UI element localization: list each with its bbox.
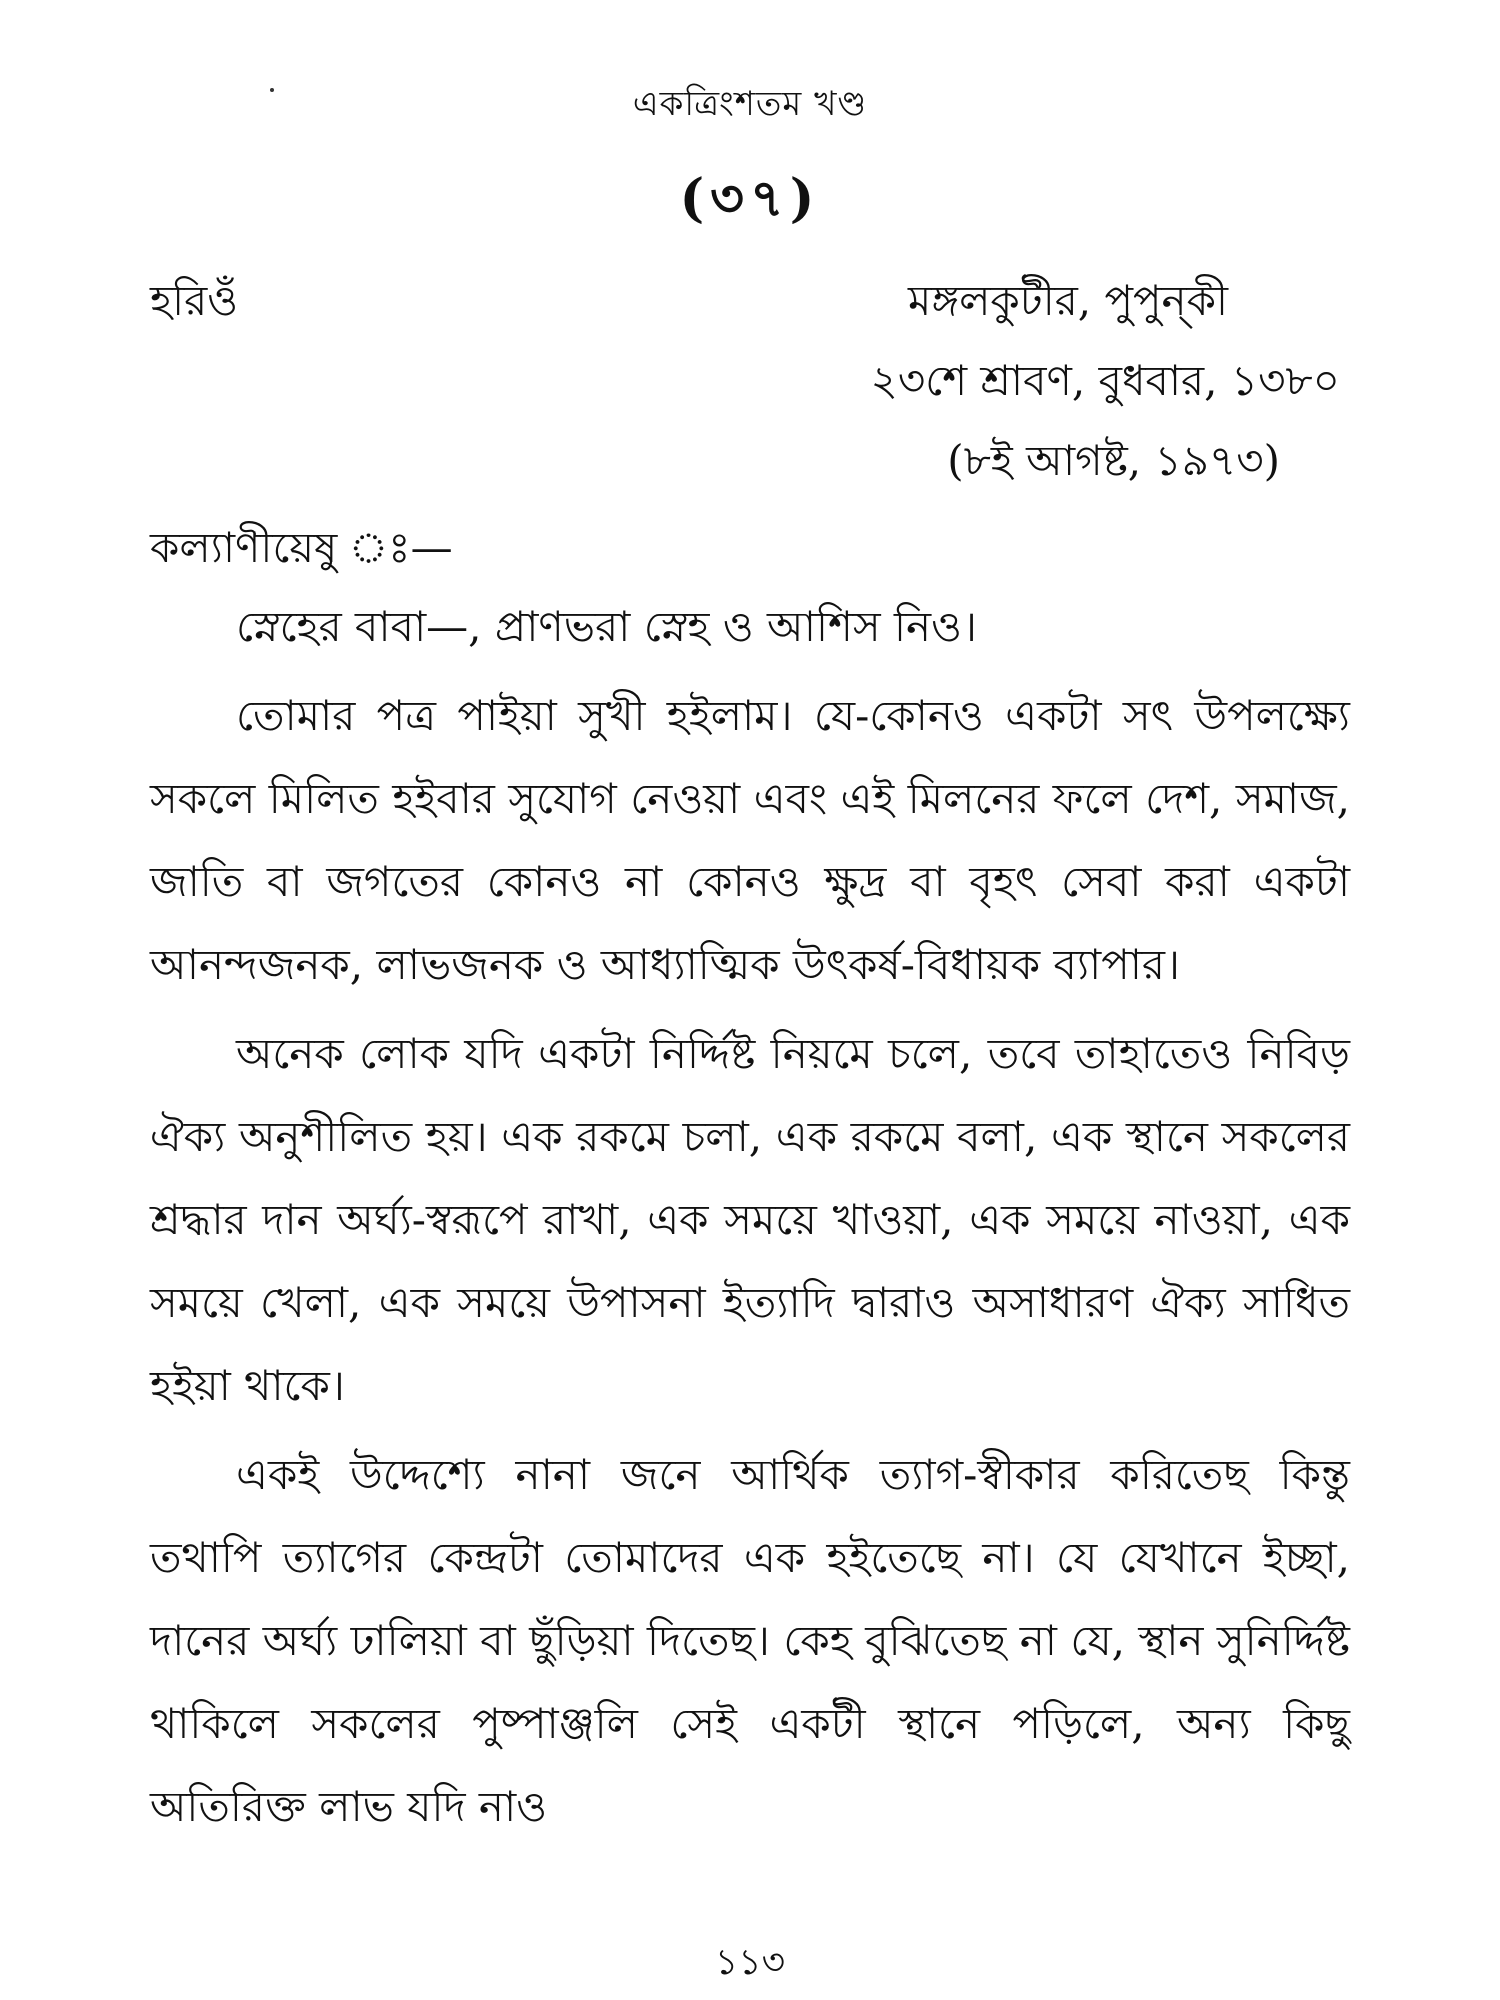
paragraph: একই উদ্দেশ্যে নানা জনে আর্থিক ত্যাগ-স্বীকার করিতেছ কিন্তু তথাপি ত্যাগের কেন্দ্রটা তোমাদের এক হইতেছে না। যে যেখানে ইচ্ছা, দানের অর্ঘ্য ঢালিয়া বা ছুঁড়িয়া দিতেছ। কেহ বুঝিতেছ না যে, স্থান সুনির্দ্দিষ্ট থাকিলে সকলের পুষ্পাঞ্জলি সেই একটী স্থানে পড়িলে, অন্য কিছু অতিরিক্ত লাভ যদি নাও xyxy=(150,1450,1350,1831)
letter-number: (৩৭) xyxy=(679,168,821,229)
letter-body xyxy=(150,585,1350,1848)
letter-date-bengali: ২৩শে শ্রাবণ, বুধবার, ১৩৮০ xyxy=(870,356,1340,405)
paragraph: অনেক লোক যদি একটা নির্দ্দিষ্ট নিয়মে চলে, তবে তাহাতেও নিবিড় ঐক্য অনুশীলিত হয়। এক রকমে চলা, এক রকমে বলা, এক স্থানে সকলের শ্রদ্ধার দান অর্ঘ্য-স্বরূপে রাখা, এক সময়ে খাওয়া, এক সময়ে নাওয়া, এক সময়ে খেলা, এক সময়ে উপাসনা ইত্যাদি দ্বারাও অসাধারণ ঐক্য সাধিত হইয়া থাকে। xyxy=(150,1029,1350,1410)
page-number: ১১৩ xyxy=(714,1942,786,1983)
running-head: একত্রিংশতম খণ্ড xyxy=(632,84,868,124)
letter-date-english: (৮ই আগষ্ট, ১৯৭৩) xyxy=(947,436,1280,485)
letter-place: মঙ্গলকুটীর, পুপুন্‌কী xyxy=(907,276,1228,325)
paragraph-greeting: স্নেহের বাবা—, প্রাণভরা স্নেহ ও আশিস নিও। xyxy=(236,602,977,651)
paragraph: তোমার পত্র পাইয়া সুখী হইলাম। যে-কোনও একটা সৎ উপলক্ষ্যে সকলে মিলিত হইবার সুযোগ নেওয়া এবং এই মিলনের ফলে দেশ, সমাজ, জাতি বা জগতের কোনও না কোনও ক্ষুদ্র বা বৃহৎ সেবা করা একটা আনন্দজনক, লাভজনক ও আধ্যাত্মিক উৎকর্ষ-বিধায়ক ব্যাপার। xyxy=(150,691,1350,989)
opening-invocation: হরিওঁ xyxy=(150,276,239,325)
addressee: কল্যাণীয়েষু ঃ— xyxy=(150,523,453,572)
